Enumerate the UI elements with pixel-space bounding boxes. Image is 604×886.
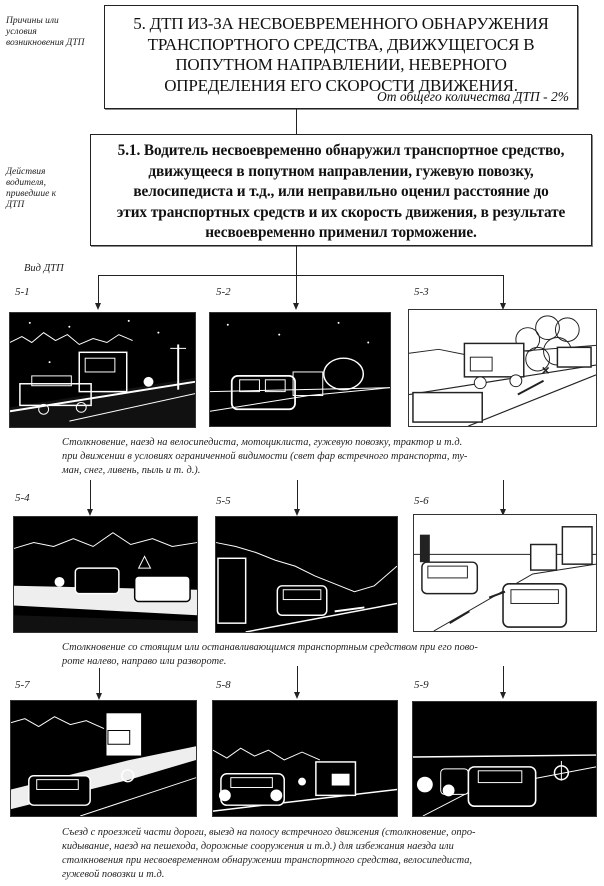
side-label-causes: Причины или условия возникновения ДТП — [6, 16, 85, 48]
action-line: 5.1. Водитель несвоевременно обнаружил транспортное средство, — [117, 142, 565, 159]
cars-highway-day-illustration — [413, 514, 597, 632]
arrow-down-icon — [96, 693, 102, 700]
caption-line: Съезд с проезжей части дороги, выезд на полосу встречного движения (столкновение, опро- — [62, 827, 476, 838]
connector-line — [90, 480, 91, 510]
arrow-down-icon — [95, 303, 101, 310]
cause-statistic: От общего количества ДТП - 2% — [377, 89, 569, 104]
arrow-down-icon — [87, 509, 93, 516]
caption-row-1 — [62, 436, 582, 478]
caption-line: ман, снег, ливень, пыль и т. д.). — [62, 465, 201, 476]
cause-box — [104, 5, 578, 109]
caption-line: Столкновение со стоящим или останавливающимся транспортным средством при его пово- — [62, 642, 478, 653]
caption-line: столкновения при несвоевременном обнаружении транспортного средства, велосипедиста, — [62, 855, 472, 866]
car-motorcyclist-night-illustration — [412, 701, 597, 817]
action-box — [90, 134, 592, 246]
scene-code-5-6: 5-6 — [414, 495, 429, 507]
scene-code-5-3: 5-3 — [414, 286, 429, 298]
action-line: несвоевременно применил торможение. — [205, 224, 477, 241]
action-text — [93, 141, 589, 244]
cars-cart-night-illustration — [209, 312, 391, 427]
cars-turning-night-illustration — [13, 516, 198, 633]
scene-code-5-8: 5-8 — [216, 679, 231, 691]
caption-row-3 — [62, 826, 592, 882]
car-headlights-night-illustration — [212, 700, 398, 817]
action-line: этих транспортных средств и их скорость движения, в результате — [116, 203, 566, 221]
connector-line — [98, 275, 503, 276]
arrow-down-icon — [293, 303, 299, 310]
caption-line: при движении в условиях ограниченной видимости (свет фар встречного транспорта, ту- — [62, 451, 468, 462]
connector-line — [99, 668, 100, 694]
scene-code-5-5: 5-5 — [216, 495, 231, 507]
side-label-actions: Действия водителя, приведшие к ДТП — [6, 167, 57, 210]
cause-title-line: ПОПУТНОМ НАПРАВЛЕНИИ, НЕВЕРНОГО — [175, 55, 507, 74]
connector-line — [297, 666, 298, 693]
svg-text:×: × — [541, 362, 550, 378]
scene-code-5-4: 5-4 — [15, 492, 30, 504]
caption-row-2 — [62, 641, 582, 669]
caption-line: гужевой повозки и т.д. — [62, 869, 165, 880]
connector-line — [503, 275, 504, 304]
connector-line — [98, 275, 99, 304]
truck-cyclist-night-illustration — [9, 312, 196, 428]
caption-line: Столкновение, наезд на велосипедиста, мотоциклиста, гужевую повозку, трактор и т.д. — [62, 437, 463, 448]
cause-title-line: ТРАНСПОРТНОГО СРЕДСТВА, ДВИЖУЩЕГОСЯ В — [147, 34, 535, 54]
connector-line — [503, 666, 504, 693]
cause-title-line: ОПРЕДЕЛЕНИЯ ЕГО СКОРОСТИ ДВИЖЕНИЯ. — [164, 75, 518, 95]
cause-title — [105, 14, 577, 96]
side-label-type: Вид ДТП — [24, 263, 64, 274]
bus-car-night-illustration — [215, 516, 398, 633]
connector-line — [296, 109, 297, 134]
arrow-down-icon — [500, 692, 506, 699]
action-line: движущееся в попутном направлении, гужевую повозку, — [148, 162, 534, 180]
connector-line — [297, 480, 298, 510]
scene-code-5-2: 5-2 — [216, 286, 231, 298]
truck-dust-illustration — [408, 309, 597, 427]
car-truck-cyclist-night-illustration — [10, 700, 197, 817]
scene-code-5-7: 5-7 — [15, 679, 30, 691]
cause-title-line: 5. ДТП ИЗ-ЗА НЕСВОЕВРЕМЕННОГО ОБНАРУЖЕНИЯ — [133, 14, 549, 33]
caption-line: роте налево, направо или развороте. — [62, 656, 227, 667]
caption-line: кидывание, наезд на пешехода, дорожные сооружения и т.д.) для избежания наезда или — [62, 841, 454, 852]
action-line: велосипедиста и т.д., или неправильно оценил расстояние до — [133, 183, 549, 200]
connector-line — [503, 480, 504, 510]
arrow-down-icon — [294, 692, 300, 699]
scene-code-5-9: 5-9 — [414, 679, 429, 691]
scene-code-5-1: 5-1 — [15, 286, 30, 298]
arrow-down-icon — [294, 509, 300, 516]
